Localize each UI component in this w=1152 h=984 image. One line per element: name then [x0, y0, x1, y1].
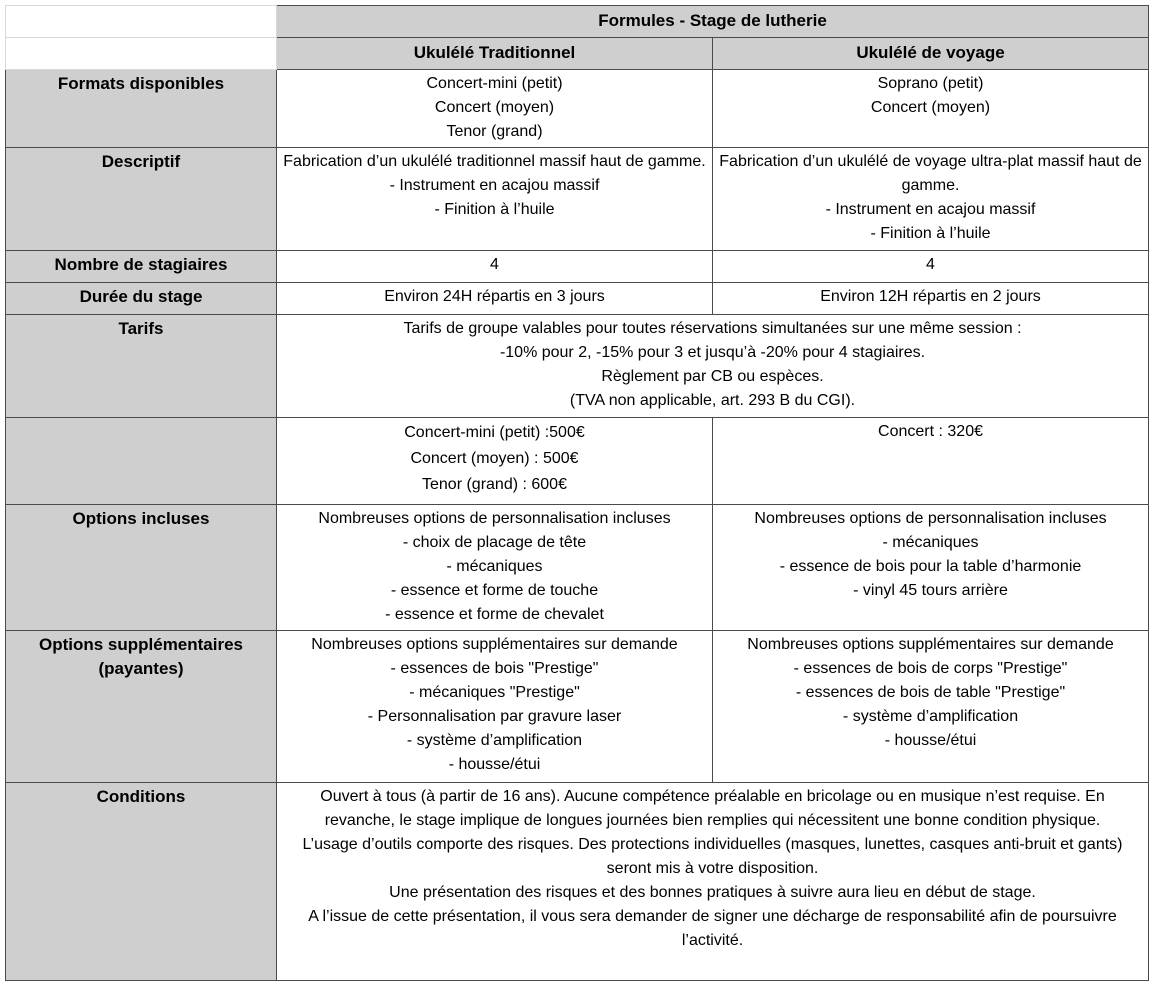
formats-voyage: Soprano (petit) Concert (moyen)	[713, 70, 1149, 148]
row-label-descriptif: Descriptif	[6, 148, 277, 251]
options-incluses-voyage: Nombreuses options de personnalisation incluses - mécaniques - essence de bois pour la table d’harmonie - vinyl 45 tours arrière	[713, 505, 1149, 631]
row-label-tarifs-continued	[6, 418, 277, 505]
tarifs-group-conditions: Tarifs de groupe valables pour toutes réservations simultanées sur une même session : -10% pour 2, -15% pour 3 et jusqu’à -20% pour 4 stagiaires. Règlement par CB ou espèces. (TVA non applicable, art. 293 B du CGI).	[277, 315, 1149, 418]
tarifs-voyage: Concert : 320€	[713, 418, 1149, 505]
descriptif-traditionnel: Fabrication d’un ukulélé traditionnel massif haut de gamme. - Instrument en acajou massif - Finition à l’huile	[277, 148, 713, 251]
stagiaires-voyage: 4	[713, 251, 1149, 283]
column-header-voyage: Ukulélé de voyage	[713, 38, 1149, 70]
row-label-duree: Durée du stage	[6, 283, 277, 315]
row-label-stagiaires: Nombre de stagiaires	[6, 251, 277, 283]
row-label-options-supplementaires: Options supplémentaires (payantes)	[6, 631, 277, 783]
duree-voyage: Environ 12H répartis en 2 jours	[713, 283, 1149, 315]
options-supplementaires-voyage: Nombreuses options supplémentaires sur demande - essences de bois de corps "Prestige" - essences de bois de table "Prestige" - système d’amplification - housse/étui	[713, 631, 1149, 783]
row-label-options-incluses: Options incluses	[6, 505, 277, 631]
pricing-table	[5, 5, 1149, 981]
options-incluses-traditionnel: Nombreuses options de personnalisation incluses - choix de placage de tête - mécaniques - essence et forme de touche - essence et forme de chevalet	[277, 505, 713, 631]
corner-cell	[6, 38, 277, 70]
duree-traditionnel: Environ 24H répartis en 3 jours	[277, 283, 713, 315]
options-supplementaires-traditionnel: Nombreuses options supplémentaires sur demande - essences de bois "Prestige" - mécaniques "Prestige" - Personnalisation par gravure laser - système d’amplification - housse/étui	[277, 631, 713, 783]
formats-traditionnel: Concert-mini (petit) Concert (moyen) Tenor (grand)	[277, 70, 713, 148]
descriptif-voyage: Fabrication d’un ukulélé de voyage ultra-plat massif haut de gamme. - Instrument en acajou massif - Finition à l’huile	[713, 148, 1149, 251]
row-label-conditions: Conditions	[6, 783, 277, 981]
row-label-tarifs: Tarifs	[6, 315, 277, 418]
stagiaires-traditionnel: 4	[277, 251, 713, 283]
conditions-text: Ouvert à tous (à partir de 16 ans). Aucune compétence préalable en bricolage ou en musique n’est requise. En revanche, le stage implique de longues journées bien remplies qui nécessitent une bonne condition physique. L’usage d’outils comporte des risques. Des protections individuelles (masques, lunettes, casques anti-bruit et gants) seront mis à votre disposition. Une présentation des risques et des bonnes pratiques à suivre aura lieu en début de stage. A l’issue de cette présentation, il vous sera demander de signer une décharge de responsabilité afin de poursuivre l’activité.	[277, 783, 1149, 981]
table-title: Formules - Stage de lutherie	[277, 6, 1149, 38]
corner-cell	[6, 6, 277, 38]
column-header-traditionnel: Ukulélé Traditionnel	[277, 38, 713, 70]
tarifs-traditionnel: Concert-mini (petit) :500€ Concert (moyen) : 500€ Tenor (grand) : 600€	[277, 418, 713, 505]
row-label-formats: Formats disponibles	[6, 70, 277, 148]
